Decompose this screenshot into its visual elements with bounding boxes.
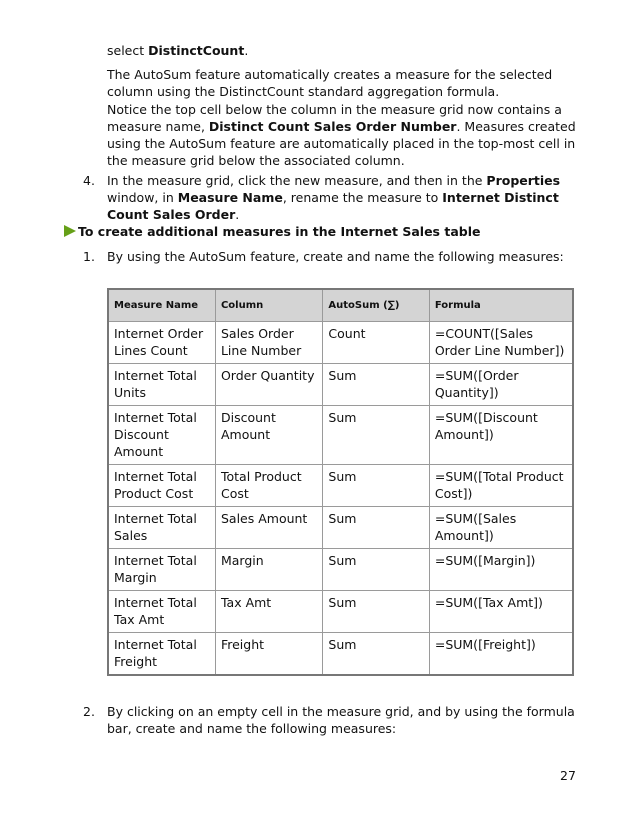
measures-table <box>107 288 574 676</box>
header-autosum: AutoSum (∑) <box>323 289 429 322</box>
cell-formula: =SUM([Tax Amt]) <box>429 591 573 633</box>
step-4-text <box>107 172 577 223</box>
cell-formula: =SUM([Freight]) <box>429 633 573 676</box>
cell-autosum: Sum <box>323 406 429 465</box>
cell-formula: =SUM([Sales Amount]) <box>429 507 573 549</box>
cell-formula: =SUM([Order Quantity]) <box>429 364 573 406</box>
table-row <box>108 591 573 633</box>
procedure-arrow-icon <box>64 225 76 237</box>
table-row <box>108 322 573 364</box>
step-1-text: By using the AutoSum feature, create and name the following measures: <box>107 249 564 264</box>
cell-column: Tax Amt <box>215 591 322 633</box>
header-formula: Formula <box>429 289 573 322</box>
step-4-number: 4. <box>83 173 95 188</box>
step-text: . <box>235 207 240 222</box>
cell-measure-name: Internet Total Discount Amount <box>108 406 215 465</box>
cell-measure-name: Internet Total Tax Amt <box>108 591 215 633</box>
intro-bold: Distinct Count Sales Order Number <box>208 119 457 134</box>
cell-measure-name: Internet Total Freight <box>108 633 215 676</box>
intro-line-1 <box>107 42 577 59</box>
intro-paragraph-autosum: The AutoSum feature automatically creates a measure for the selected column using the DistinctCount standard aggregation formula. <box>107 67 553 99</box>
cell-formula: =SUM([Margin]) <box>429 549 573 591</box>
step-bold: Measure Name <box>177 190 283 205</box>
procedure-heading <box>64 223 584 240</box>
cell-autosum: Count <box>323 322 429 364</box>
cell-column: Sales Order Line Number <box>215 322 322 364</box>
step-text: window, in <box>107 190 178 205</box>
table-row <box>108 465 573 507</box>
table-row <box>108 364 573 406</box>
cell-measure-name: Internet Total Margin <box>108 549 215 591</box>
intro-text: . <box>244 43 249 58</box>
table-row <box>108 633 573 676</box>
cell-autosum: Sum <box>323 591 429 633</box>
cell-column: Discount Amount <box>215 406 322 465</box>
cell-formula: =COUNT([Sales Order Line Number]) <box>429 322 573 364</box>
intro-text: Notice the top cell below the column in the measure grid now contains a measure name, <box>107 102 562 134</box>
step-2-number: 2. <box>83 704 95 719</box>
cell-formula: =SUM([Total Product Cost]) <box>429 465 573 507</box>
procedure-heading-text: To create additional measures in the Internet Sales table <box>78 224 481 239</box>
table-row <box>108 507 573 549</box>
cell-autosum: Sum <box>323 364 429 406</box>
step-1-number: 1. <box>83 249 95 264</box>
cell-autosum: Sum <box>323 633 429 676</box>
intro-text: . Measures created using the AutoSum feature are automatically placed in the top-most cell in the measure grid below the associated column. <box>107 119 576 168</box>
cell-autosum: Sum <box>323 465 429 507</box>
step-bold: Properties <box>486 173 561 188</box>
cell-measure-name: Internet Total Units <box>108 364 215 406</box>
cell-column: Total Product Cost <box>215 465 322 507</box>
step-bold: Internet Distinct Count Sales Order <box>107 190 559 222</box>
intro-paragraph-notice <box>107 101 577 169</box>
cell-measure-name: Internet Total Product Cost <box>108 465 215 507</box>
intro-bold: DistinctCount <box>148 43 245 58</box>
step-text: , rename the measure to <box>282 190 443 205</box>
intro-text: select <box>107 43 149 58</box>
cell-autosum: Sum <box>323 549 429 591</box>
cell-column: Margin <box>215 549 322 591</box>
cell-measure-name: Internet Order Lines Count <box>108 322 215 364</box>
table-row <box>108 406 573 465</box>
cell-formula: =SUM([Discount Amount]) <box>429 406 573 465</box>
cell-autosum: Sum <box>323 507 429 549</box>
page-number: 27 <box>560 768 576 783</box>
table-header-row <box>108 289 573 322</box>
header-measure-name: Measure Name <box>108 289 215 322</box>
cell-column: Freight <box>215 633 322 676</box>
header-column: Column <box>215 289 322 322</box>
step-text: In the measure grid, click the new measure, and then in the <box>107 173 487 188</box>
cell-measure-name: Internet Total Sales <box>108 507 215 549</box>
cell-column: Sales Amount <box>215 507 322 549</box>
table-row <box>108 549 573 591</box>
step-2-text: By clicking on an empty cell in the measure grid, and by using the formula bar, create and name the following measures: <box>107 704 575 736</box>
cell-column: Order Quantity <box>215 364 322 406</box>
